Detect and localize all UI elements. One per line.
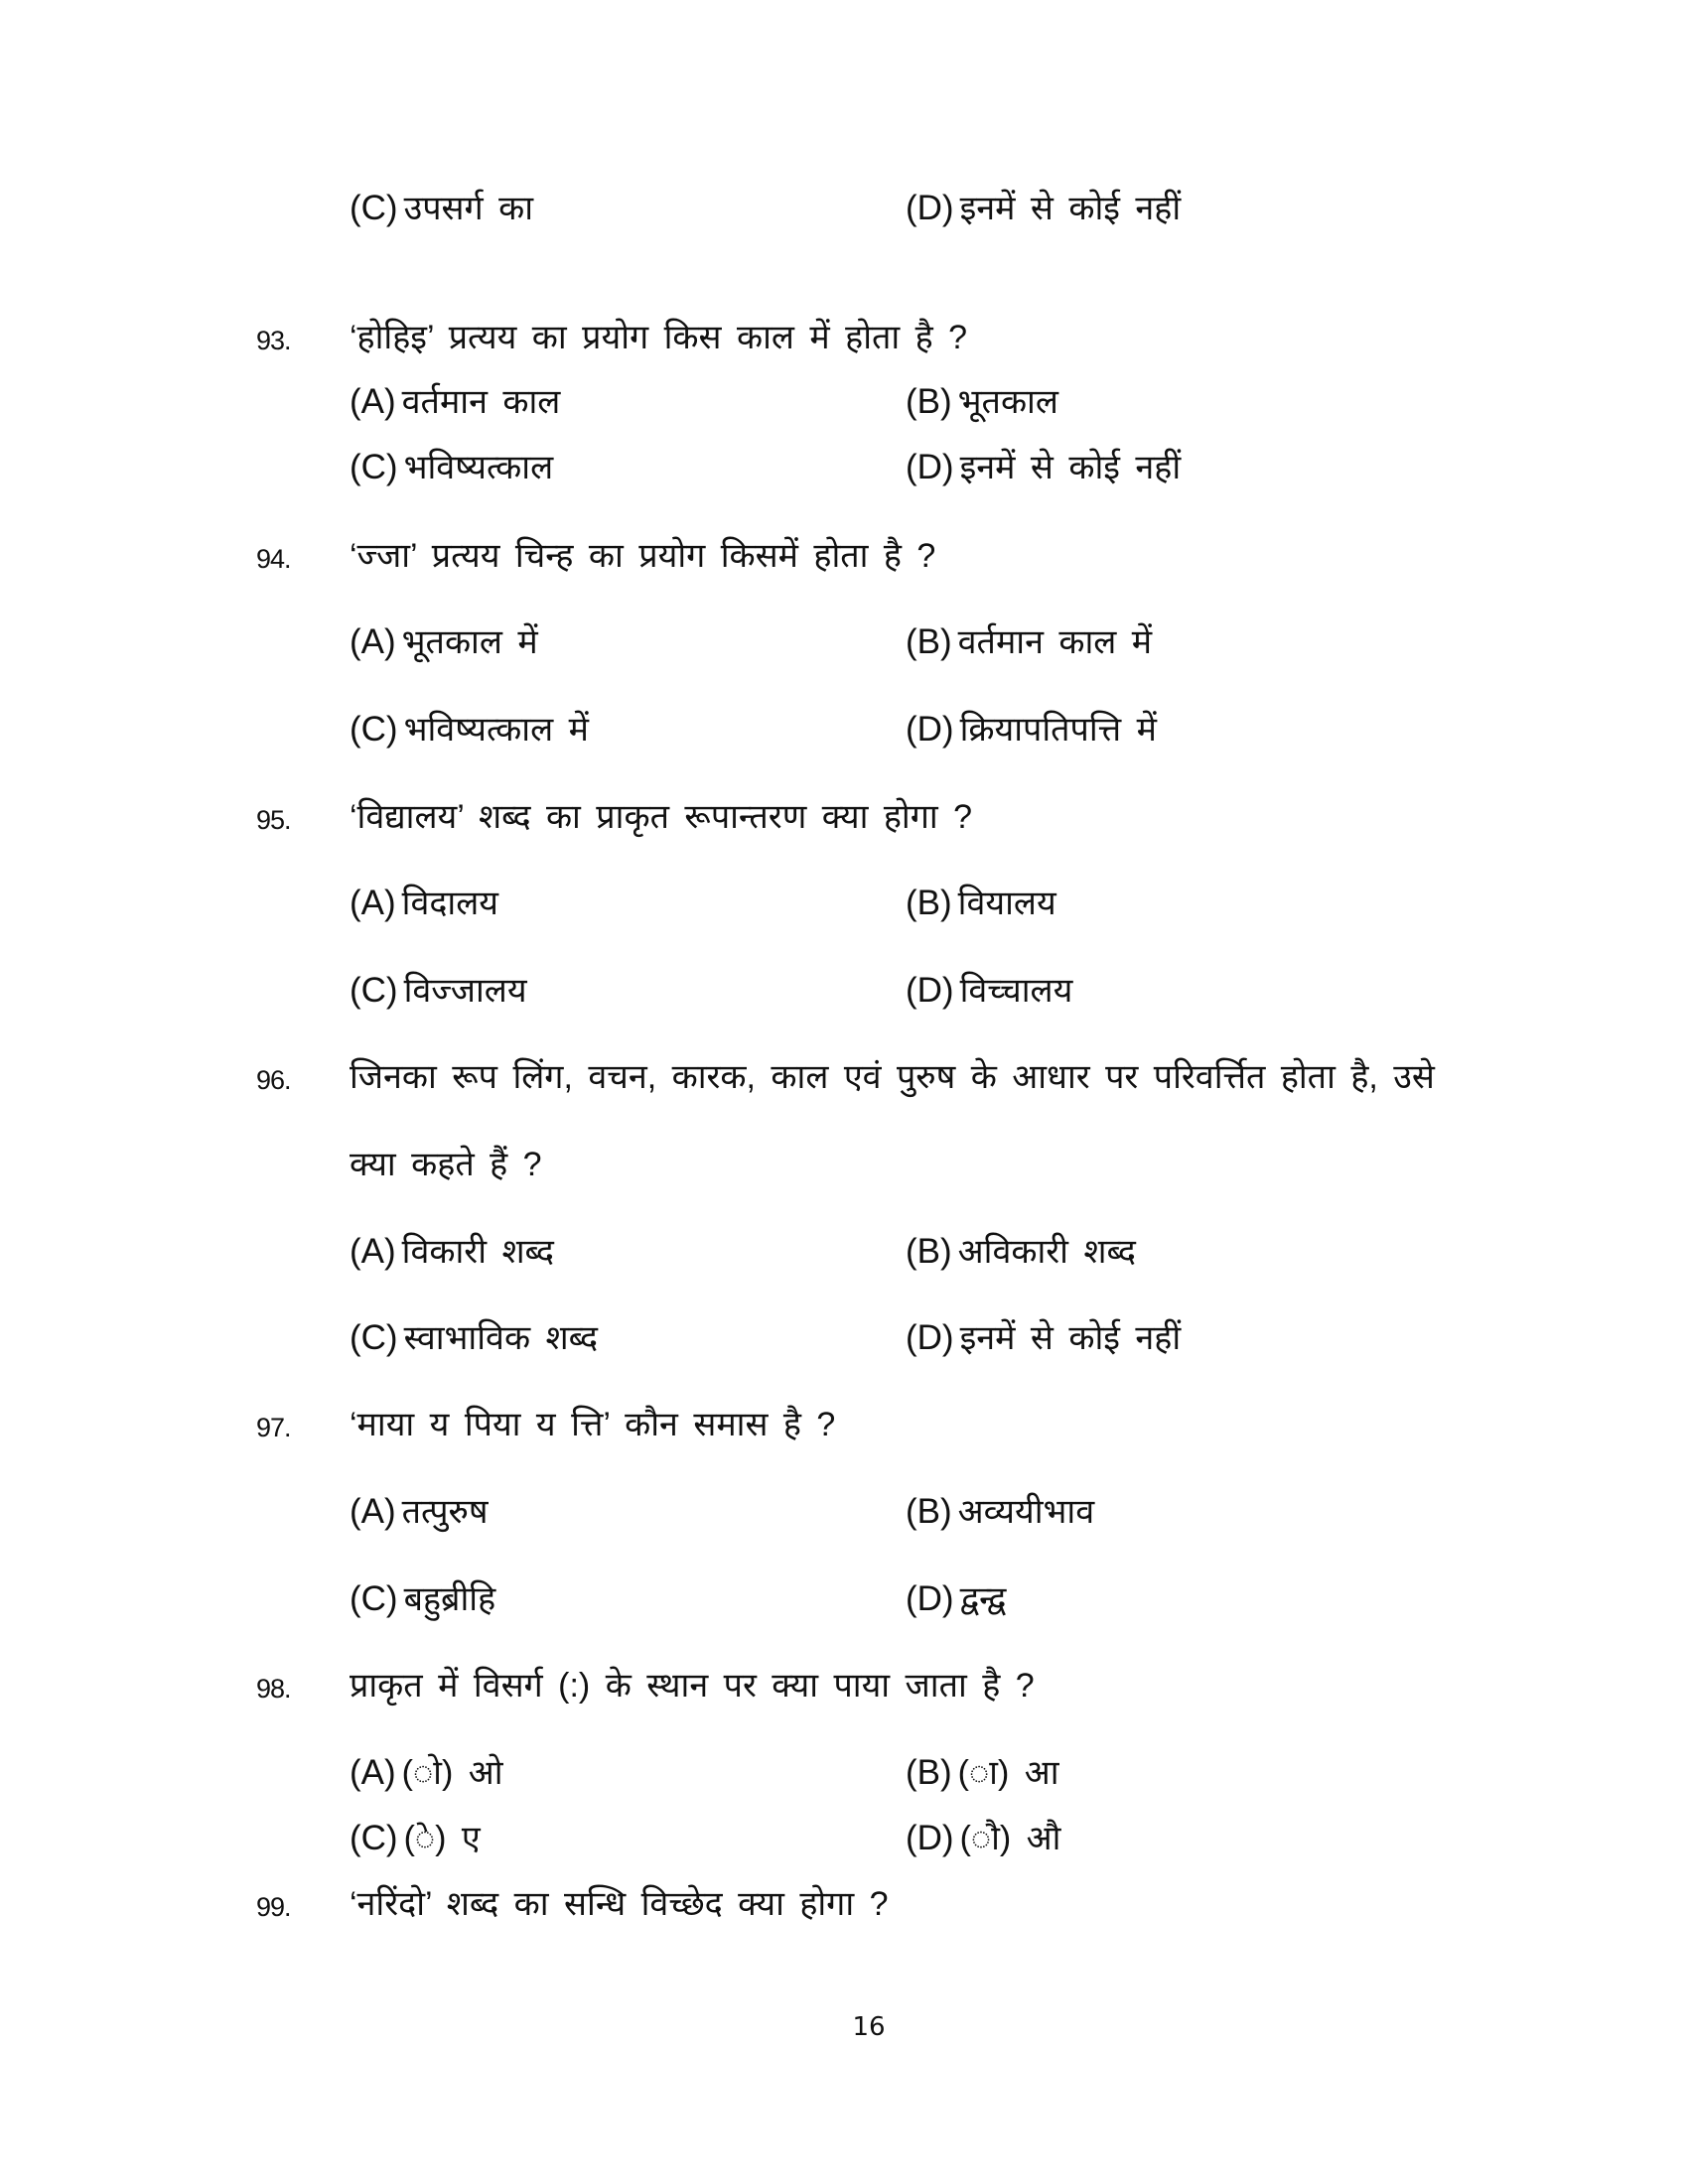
question-number: 94. (256, 544, 291, 574)
question-96 (0, 1052, 1688, 1102)
option-text: स्वाभाविक शब्द (403, 1319, 599, 1357)
option-text: क्रियापतिपत्ति में (959, 711, 1157, 749)
option-label: (D) (906, 448, 954, 486)
option-text: (ा) आ (957, 1754, 1059, 1792)
option-label: (C) (350, 710, 398, 749)
option-text: इनमें से कोई नहीं (959, 190, 1182, 227)
question-99 (0, 1879, 1688, 1929)
question-text-line-1: जिनका रूप लिंग, वचन, कारक, काल एवं पुरुष के आधार पर परिवर्त्तित होता है, उसे (350, 1058, 1435, 1096)
option-label: (B) (906, 1753, 952, 1792)
page-number: 16 (852, 2012, 886, 2042)
option-text: वर्तमान काल (401, 383, 561, 421)
question-98-options-cd (0, 1814, 1688, 1863)
option-a (350, 1227, 554, 1277)
question-94 (0, 531, 1688, 581)
question-96-options-cd (0, 1313, 1688, 1363)
option-label: (B) (906, 382, 952, 421)
option-text: (ौ) औ (959, 1820, 1061, 1857)
option-label: (D) (906, 710, 954, 749)
option-label: (D) (906, 1579, 954, 1618)
question-93-options-ab (0, 377, 1688, 427)
option-b (906, 879, 1056, 928)
option-d (906, 1313, 1181, 1363)
question-97-options-cd (0, 1574, 1688, 1624)
option-label: (C) (350, 1318, 398, 1357)
option-label: (D) (906, 189, 954, 227)
option-text: (े) ए (403, 1820, 481, 1857)
option-label: (B) (906, 622, 952, 661)
option-text: भविष्यत्काल में (403, 711, 589, 749)
option-text: तत्पुरुष (401, 1493, 489, 1531)
option-label: (C) (350, 1579, 398, 1618)
question-text-line-2: क्या कहते हैं ? (350, 1146, 542, 1183)
option-label: (A) (350, 382, 396, 421)
question-number: 97. (256, 1413, 291, 1442)
option-a (350, 1748, 503, 1798)
option-label: (C) (350, 971, 398, 1010)
option-a (350, 1487, 489, 1537)
option-a (350, 377, 560, 427)
option-b (906, 617, 1152, 667)
question-98-options-ab (0, 1748, 1688, 1798)
option-a (350, 879, 498, 928)
option-c (350, 184, 533, 233)
question-95-options-ab (0, 879, 1688, 928)
option-d (906, 184, 1181, 233)
option-d (906, 1814, 1060, 1863)
option-label: (A) (350, 1232, 396, 1271)
question-98 (0, 1661, 1688, 1710)
option-text: विकारी शब्द (401, 1233, 554, 1271)
question-96-options-ab (0, 1227, 1688, 1277)
question-93 (0, 313, 1688, 362)
question-94-options-cd (0, 705, 1688, 754)
question-text: ‘ज्जा’ प्रत्यय चिन्ह का प्रयोग किसमें होता है ? (350, 537, 936, 575)
option-c (350, 1313, 598, 1363)
option-text: अव्ययीभाव (957, 1493, 1095, 1531)
option-label: (C) (350, 1819, 398, 1857)
option-label: (B) (906, 1492, 952, 1531)
option-label: (B) (906, 1232, 952, 1271)
option-c (350, 1814, 481, 1863)
question-97 (0, 1400, 1688, 1449)
option-text: अविकारी शब्द (957, 1233, 1136, 1271)
option-text: विच्चालय (959, 972, 1073, 1010)
option-text: भूतकाल में (401, 623, 538, 661)
option-b (906, 1748, 1059, 1798)
question-text: ‘नरिंदो’ शब्द का सन्धि विच्छेद क्या होगा ? (350, 1885, 889, 1923)
option-d (906, 966, 1072, 1016)
option-a (350, 617, 538, 667)
option-c (350, 705, 589, 754)
question-number: 96. (256, 1065, 291, 1095)
option-label: (C) (350, 448, 398, 486)
option-label: (D) (906, 1318, 954, 1357)
option-text: (ो) ओ (401, 1754, 503, 1792)
question-text: ‘होहिइ’ प्रत्यय का प्रयोग किस काल में होता है ? (350, 319, 968, 356)
option-label: (D) (906, 1819, 954, 1857)
option-text: इनमें से कोई नहीं (959, 1319, 1182, 1357)
question-number: 93. (256, 326, 291, 355)
question-number: 98. (256, 1674, 291, 1704)
question-number: 95. (256, 805, 291, 835)
option-text: विदालय (401, 885, 498, 922)
option-d (906, 705, 1157, 754)
continuation-options (0, 184, 1688, 233)
option-text: उपसर्ग का (403, 190, 534, 227)
option-c (350, 1574, 495, 1624)
option-b (906, 377, 1058, 427)
question-93-options-cd (0, 443, 1688, 492)
question-94-options-ab (0, 617, 1688, 667)
option-label: (A) (350, 1753, 396, 1792)
option-d (906, 1574, 1006, 1624)
option-text: बहुब्रीहि (403, 1580, 496, 1618)
option-label: (A) (350, 622, 396, 661)
option-b (906, 1487, 1094, 1537)
option-label: (A) (350, 884, 396, 922)
question-number: 99. (256, 1892, 291, 1922)
option-label: (B) (906, 884, 952, 922)
option-text: द्वन्द्व (959, 1580, 1007, 1618)
option-d (906, 443, 1181, 492)
option-text: वियालय (957, 885, 1056, 922)
option-c (350, 966, 527, 1016)
option-text: इनमें से कोई नहीं (959, 449, 1182, 486)
question-96-continued (0, 1140, 1688, 1189)
option-text: विज्जालय (403, 972, 527, 1010)
option-text: भविष्यत्काल (403, 449, 554, 486)
option-text: वर्तमान काल में (957, 623, 1153, 661)
question-95 (0, 792, 1688, 842)
option-label: (D) (906, 971, 954, 1010)
question-97-options-ab (0, 1487, 1688, 1537)
option-label: (A) (350, 1492, 396, 1531)
option-c (350, 443, 553, 492)
question-text: ‘विद्यालय’ शब्द का प्राकृत रूपान्तरण क्या होगा ? (350, 798, 973, 836)
question-text: प्राकृत में विसर्ग (:) के स्थान पर क्या पाया जाता है ? (350, 1667, 1035, 1705)
option-text: भूतकाल (957, 383, 1058, 421)
question-95-options-cd (0, 966, 1688, 1016)
option-b (906, 1227, 1136, 1277)
option-label: (C) (350, 189, 398, 227)
question-text: ‘माया य पिया य त्ति’ कौन समास है ? (350, 1406, 836, 1443)
